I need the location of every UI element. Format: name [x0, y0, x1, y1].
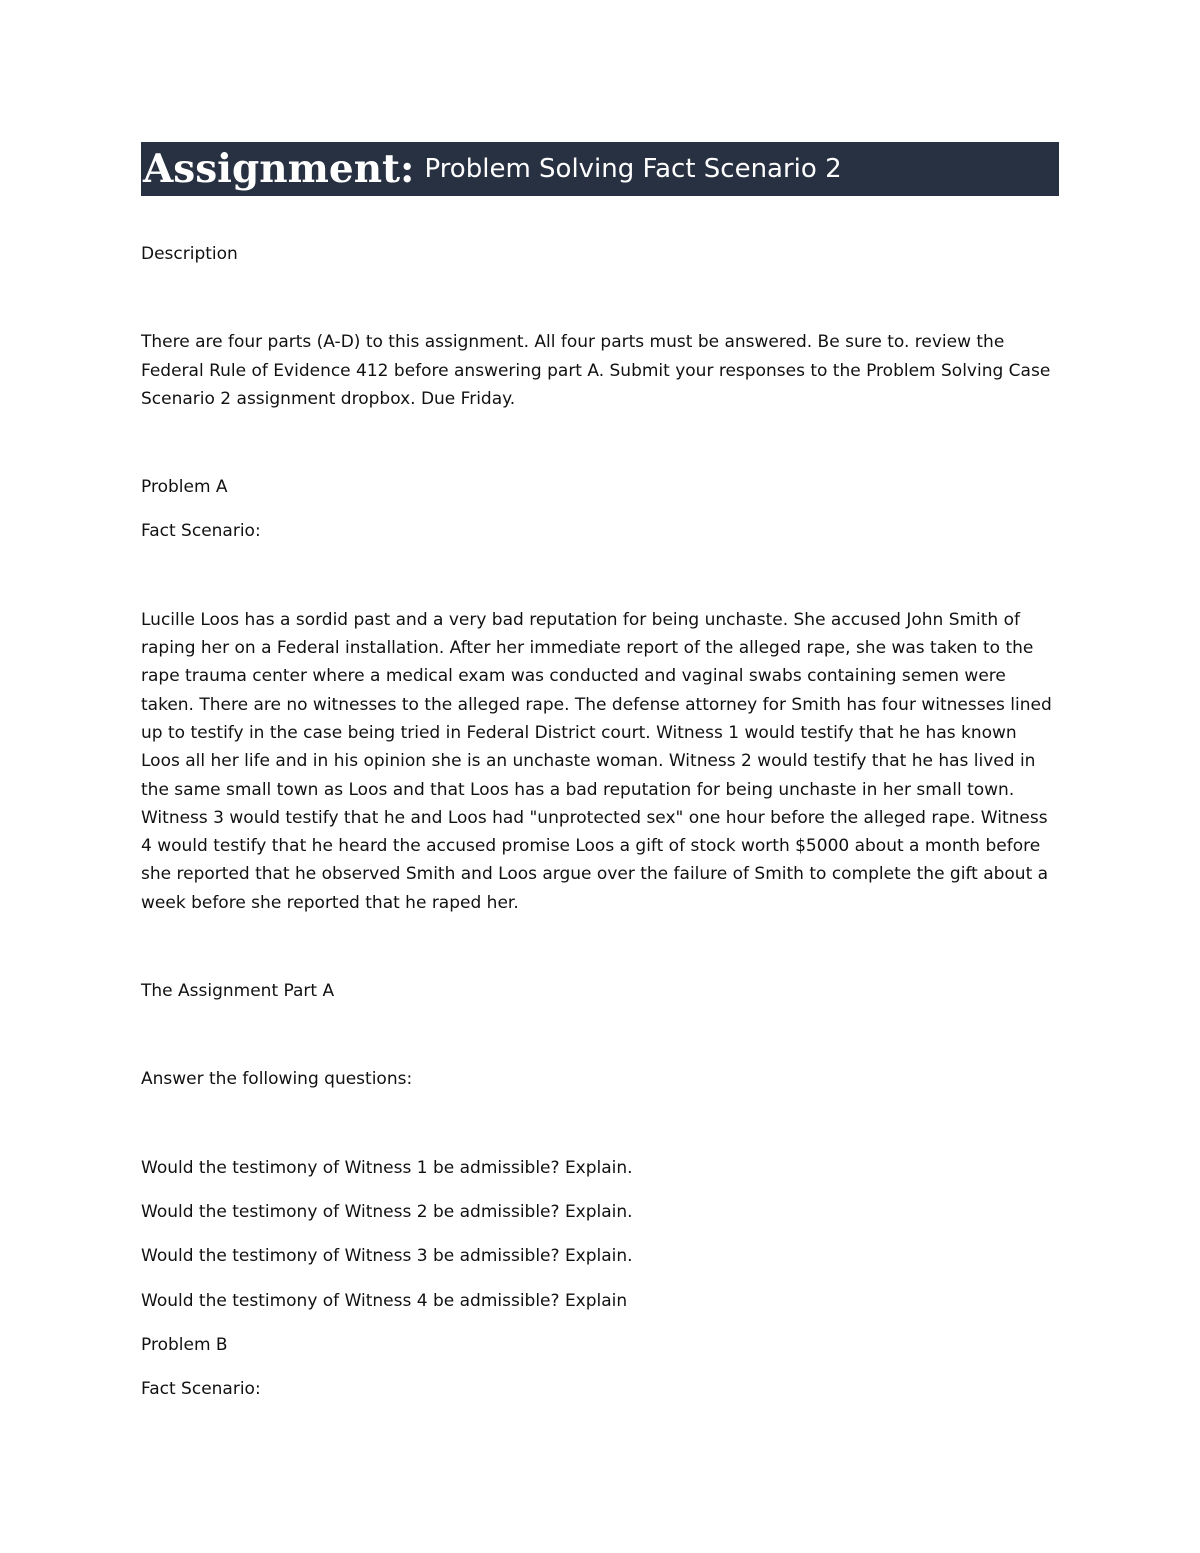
assignment-part-a-heading: The Assignment Part A [141, 981, 335, 1002]
intro-paragraph: There are four parts (A-D) to this assignment. All four parts must be answered. Be sure to. review the Federal Rule of Evidence 412 before answering part A. Submit your responses to the Problem Solving Case Scenario 2 assignment dropbox. Due Friday. [141, 332, 1051, 409]
title-prefix: Assignment: [143, 146, 415, 192]
problem-b-fact-label: Fact Scenario: [141, 1379, 261, 1400]
question-item: Would the testimony of Witness 4 be admissible? Explain [141, 1290, 628, 1311]
document-page [141, 142, 1059, 1403]
problem-a-scenario: Lucille Loos has a sordid past and a very bad reputation for being unchaste. She accused John Smith of raping her on a Federal installation. After her immediate report of the alleged rape, she was taken to the rape trauma center where a medical exam was conducted and vaginal swabs containing semen were taken. There are no witnesses to the alleged rape. The defense attorney for Smith has four witnesses lined up to testify in the case being tried in Federal District court. Witness 1 would testify that he has known Loos all her life and in his opinion she is an unchaste woman. Witness 2 would testify that he has lived in the same small town as Loos and that Loos has a bad reputation for being unchaste in her small town. Witness 3 would testify that he and Loos had "unprotected sex" one hour before the alleged rape. Witness 4 would testify that he heard the accused promise Loos a gift of stock worth $5000 about a month before she reported that he observed Smith and Loos argue over the failure of Smith to complete the gift about a week before she reported that he raped her. [141, 609, 1052, 913]
question-item: Would the testimony of Witness 1 be admissible? Explain. [141, 1157, 633, 1178]
question-item: Would the testimony of Witness 3 be admissible? Explain. [141, 1246, 633, 1267]
title-bar [141, 142, 1059, 196]
description-heading: Description [141, 244, 238, 264]
problem-b-heading: Problem B [141, 1334, 228, 1355]
page-title: Problem Solving Fact Scenario 2 [424, 154, 842, 184]
problem-a-fact-label: Fact Scenario: [141, 521, 261, 542]
question-item: Would the testimony of Witness 2 be admissible? Explain. [141, 1201, 633, 1222]
problem-a-heading: Problem A [141, 477, 228, 498]
answer-prompt: Answer the following questions: [141, 1069, 413, 1090]
